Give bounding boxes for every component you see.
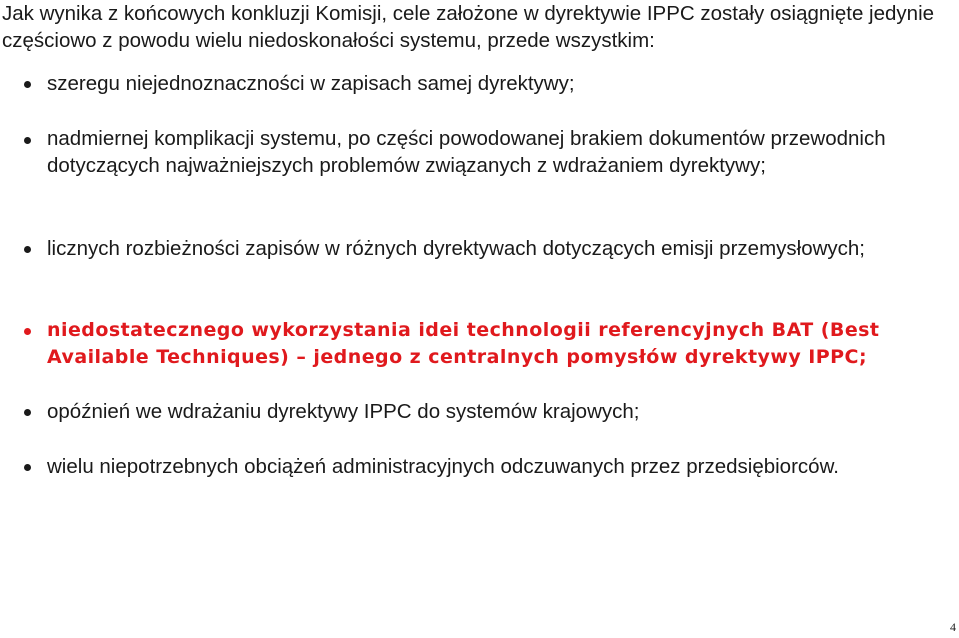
bullet-dot-icon [24, 464, 31, 471]
page-number: 4 [950, 620, 956, 634]
bullet-text: nadmiernej komplikacji systemu, po części powodowanej brakiem dokumentów przewodnich dotyczących najważniejszych problemów związanych z wdrażaniem dyrektywy; [47, 127, 886, 177]
bullet-dot-icon [24, 328, 31, 335]
bullet-text: opóźnień we wdrażaniu dyrektywy IPPC do systemów krajowych; [47, 400, 640, 423]
intro-paragraph: Jak wynika z końcowych konkluzji Komisji, cele założone w dyrektywie IPPC zostały osiągnięte jedynie częściowo z powodu wielu niedoskonałości systemu, przede wszystkim: [2, 2, 935, 52]
bullet-text: wielu niepotrzebnych obciążeń administracyjnych odczuwanych przez przedsiębiorców. [47, 455, 839, 478]
bullet-dot-icon [24, 81, 31, 88]
bullet-text: szeregu niejednoznaczności w zapisach samej dyrektywy; [47, 72, 575, 95]
bullet-text: licznych rozbieżności zapisów w różnych dyrektywach dotyczących emisji przemysłowych; [47, 237, 865, 260]
bullet-dot-icon [24, 246, 31, 253]
bullet-dot-icon [24, 137, 31, 144]
bullet-text-highlighted: niedostatecznego wykorzystania idei technologii referencyjnych BAT (Best Available Techniques) – jednego z centralnych pomysłów dyrektywy IPPC; [47, 319, 880, 368]
bullet-dot-icon [24, 409, 31, 416]
